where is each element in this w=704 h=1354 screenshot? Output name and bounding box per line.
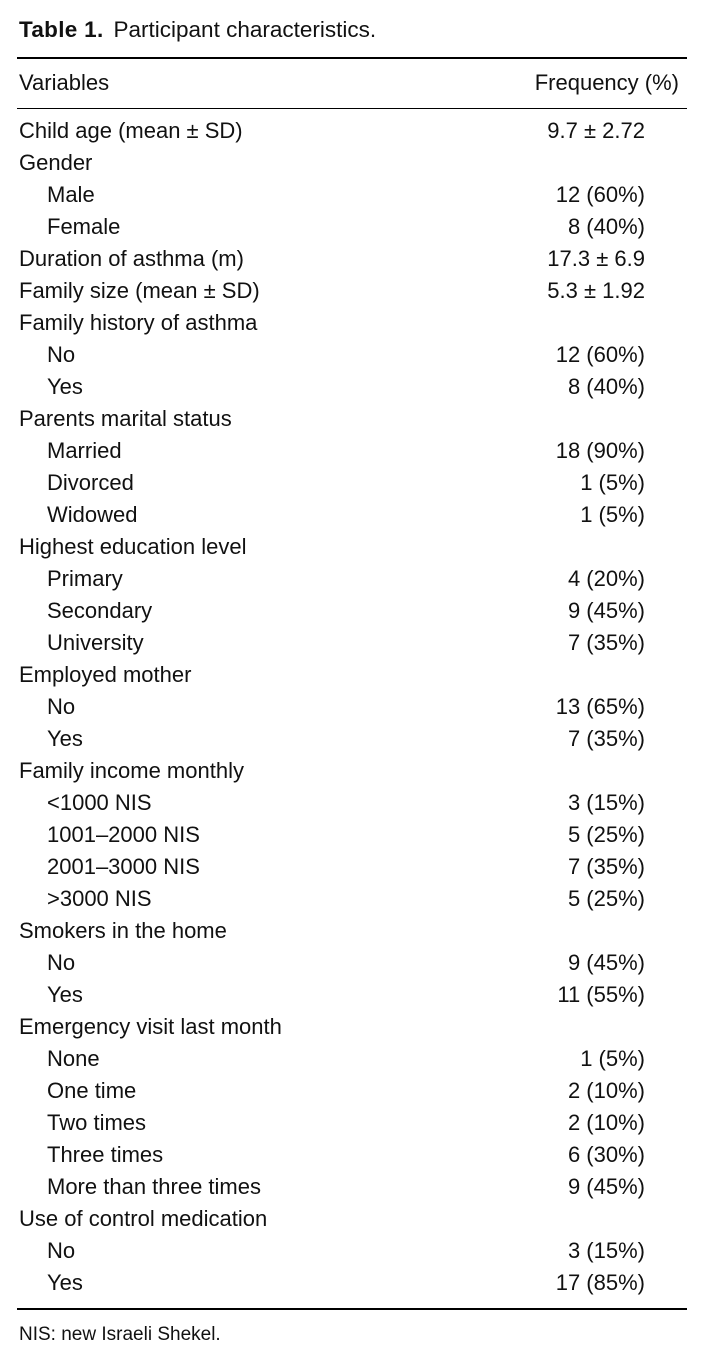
row-frequency-value: 12 (60%): [555, 342, 645, 368]
table-row: [17, 755, 687, 787]
row-frequency-value: 7 (35%): [567, 630, 645, 656]
row-frequency-value: [442, 659, 687, 691]
table-header-row: [17, 58, 687, 109]
row-frequency-value: 9 (45%): [567, 598, 645, 624]
row-frequency-value: 13 (65%): [555, 694, 645, 720]
table-row: [17, 147, 687, 179]
table-header: [17, 58, 687, 109]
row-variable-label: Male: [47, 182, 95, 208]
row-frequency-value: 9 (45%): [567, 950, 645, 976]
row-frequency-value: [442, 915, 687, 947]
row-variable-label: Yes: [47, 726, 83, 752]
row-variable-label: Parents marital status: [19, 406, 232, 432]
row-variable-label: Gender: [19, 150, 93, 176]
table-row: [17, 787, 687, 819]
row-variable-label: Yes: [47, 982, 83, 1008]
table-footnote: NIS: new Israeli Shekel.: [19, 1324, 221, 1346]
row-frequency-value: 3 (15%): [567, 790, 645, 816]
row-variable-label: Family income monthly: [19, 758, 244, 784]
column-header-frequency: Frequency (%): [442, 58, 687, 109]
row-frequency-value: 1 (5%): [580, 470, 645, 496]
row-frequency-value: 5.3 ± 1.92: [547, 278, 645, 304]
table-caption: [17, 12, 687, 57]
row-frequency-value: [442, 1011, 687, 1043]
table-row: [17, 339, 687, 371]
table-row: [17, 627, 687, 659]
row-variable-label: >3000 NIS: [47, 886, 152, 912]
table-row: [17, 851, 687, 883]
table-row: [17, 179, 687, 211]
table-row: [17, 467, 687, 499]
row-variable-label: Yes: [47, 1270, 83, 1296]
row-frequency-value: [442, 755, 687, 787]
row-variable-label: Two times: [47, 1110, 147, 1136]
row-frequency-value: 11 (55%): [557, 982, 645, 1008]
row-variable-label: No: [47, 1238, 76, 1264]
row-variable-label: No: [47, 694, 76, 720]
row-frequency-value: [442, 307, 687, 339]
row-frequency-value: 17.3 ± 6.9: [547, 246, 645, 272]
table-body: [17, 109, 687, 1300]
row-frequency-value: 1 (5%): [580, 1046, 645, 1072]
row-variable-label: Married: [47, 438, 122, 464]
table-row: [17, 723, 687, 755]
row-frequency-value: 8 (40%): [567, 374, 645, 400]
table-row: [17, 691, 687, 723]
row-frequency-value: 3 (15%): [567, 1238, 645, 1264]
table-row: [17, 109, 687, 148]
row-frequency-value: 2 (10%): [567, 1110, 645, 1136]
table-row: [17, 435, 687, 467]
row-frequency-value: 5 (25%): [567, 822, 645, 848]
row-variable-label: No: [47, 342, 76, 368]
table-row: [17, 595, 687, 627]
row-variable-label: Primary: [47, 566, 123, 592]
row-frequency-value: [442, 147, 687, 179]
row-frequency-value: 5 (25%): [567, 886, 645, 912]
table-row: [17, 531, 687, 563]
table-caption-title: Participant characteristics.: [113, 17, 377, 42]
row-frequency-value: 7 (35%): [567, 726, 645, 752]
table-row: [17, 1267, 687, 1299]
row-variable-label: Highest education level: [19, 534, 247, 560]
table-row: [17, 819, 687, 851]
row-variable-label: Secondary: [47, 598, 153, 624]
row-variable-label: One time: [47, 1078, 137, 1104]
row-frequency-value: 1 (5%): [580, 502, 645, 528]
row-variable-label: <1000 NIS: [47, 790, 152, 816]
table-caption-label: Table 1.: [19, 17, 104, 42]
row-variable-label: 1001–2000 NIS: [47, 822, 200, 848]
row-frequency-value: [442, 531, 687, 563]
row-frequency-value: [442, 1203, 687, 1235]
row-variable-label: More than three times: [47, 1174, 261, 1200]
row-variable-label: Family size (mean ± SD): [19, 278, 260, 304]
table-row: [17, 1011, 687, 1043]
row-variable-label: Female: [47, 214, 121, 240]
table-row: [17, 1139, 687, 1171]
row-variable-label: Divorced: [47, 470, 134, 496]
row-variable-label: Family history of asthma: [19, 310, 258, 336]
row-variable-label: Child age (mean ± SD): [19, 118, 243, 144]
table-row: [17, 1203, 687, 1235]
table-row: [17, 275, 687, 307]
row-frequency-value: 18 (90%): [555, 438, 645, 464]
row-frequency-value: 6 (30%): [567, 1142, 645, 1168]
table-row: [17, 915, 687, 947]
table-row: [17, 1171, 687, 1203]
row-variable-label: Duration of asthma (m): [19, 246, 244, 272]
table-container: [17, 57, 687, 1310]
row-variable-label: 2001–3000 NIS: [47, 854, 200, 880]
table-row: [17, 499, 687, 531]
row-frequency-value: 8 (40%): [567, 214, 645, 240]
table-row: [17, 371, 687, 403]
table-row: [17, 563, 687, 595]
table-row: [17, 1075, 687, 1107]
table-row: [17, 403, 687, 435]
row-variable-label: Use of control medication: [19, 1206, 268, 1232]
table-row: [17, 947, 687, 979]
row-frequency-value: 7 (35%): [567, 854, 645, 880]
row-frequency-value: [442, 403, 687, 435]
row-variable-label: No: [47, 950, 76, 976]
table-row: [17, 307, 687, 339]
row-variable-label: Employed mother: [19, 662, 192, 688]
row-variable-label: Widowed: [47, 502, 138, 528]
table-row: [17, 243, 687, 275]
table-row: [17, 1043, 687, 1075]
row-variable-label: Emergency visit last month: [19, 1014, 282, 1040]
row-frequency-value: 12 (60%): [555, 182, 645, 208]
table-row: [17, 883, 687, 915]
row-variable-label: University: [47, 630, 144, 656]
table-row: [17, 659, 687, 691]
table-row: [17, 1107, 687, 1139]
row-frequency-value: 2 (10%): [567, 1078, 645, 1104]
table-row: [17, 211, 687, 243]
row-variable-label: None: [47, 1046, 100, 1072]
row-frequency-value: 17 (85%): [555, 1270, 645, 1296]
row-variable-label: Yes: [47, 374, 83, 400]
table-row: [17, 979, 687, 1011]
row-frequency-value: 4 (20%): [567, 566, 645, 592]
row-frequency-value: 9 (45%): [567, 1174, 645, 1200]
participant-characteristics-table: [17, 57, 687, 1299]
column-header-variables: Variables: [17, 58, 442, 109]
row-variable-label: Smokers in the home: [19, 918, 227, 944]
table-row: [17, 1235, 687, 1267]
row-variable-label: Three times: [47, 1142, 164, 1168]
row-frequency-value: 9.7 ± 2.72: [547, 118, 645, 144]
